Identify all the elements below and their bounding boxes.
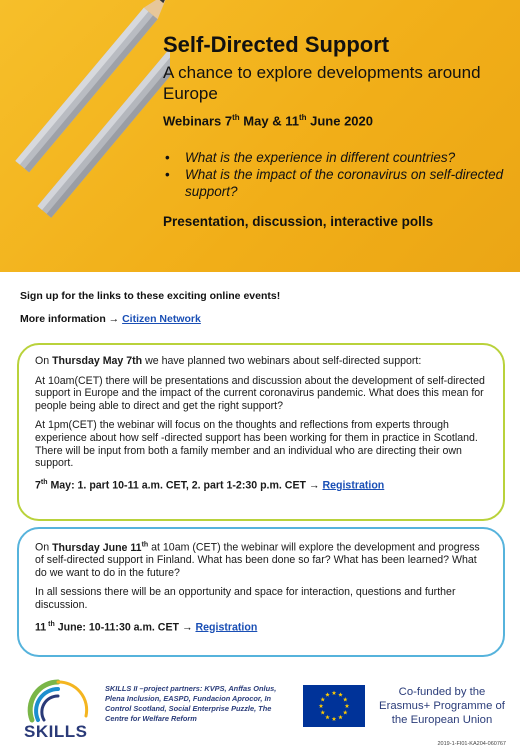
- may-registration-link[interactable]: Registration: [322, 479, 385, 492]
- may-webinar-box: [17, 343, 505, 521]
- june-webinar-box: [17, 527, 505, 657]
- hero-banner: [0, 0, 520, 272]
- more-info-line: [20, 313, 201, 325]
- project-code: 2019-1-FI01-KA204-060767: [437, 741, 506, 747]
- question-item: • What is the impact of the coronavirus on self-directed support?: [163, 166, 513, 200]
- webinar-dates: Webinars 7th May & 11th June 2020: [163, 113, 374, 129]
- citizen-network-link[interactable]: Citizen Network: [122, 313, 201, 325]
- june-registration-link[interactable]: Registration: [195, 621, 258, 634]
- may-session2-text: At 1pm(CET) the webinar will focus on the thoughts and reflections from experts through experience about how self -directed support has been working for them in practice in Scotland. There will be input from both a family member and an individual who are directing their own support.: [35, 419, 478, 470]
- page-title: Self-Directed Support: [163, 32, 390, 57]
- footer: [0, 668, 520, 751]
- june-sessions-text: In all sessions there will be an opportunity and space for interaction, questions and further discussion.: [35, 586, 456, 611]
- may-schedule: 7th May: 1. part 10-11 a.m. CET, 2. part 1-2:30 p.m. CET → Registration: [35, 478, 385, 492]
- may-intro: On Thursday May 7th we have planned two webinars about self-directed support:: [35, 355, 422, 367]
- more-info-label: More information →: [20, 313, 123, 325]
- pencils-illustration: [0, 0, 170, 250]
- question-item: • What is the experience in different countries?: [163, 149, 513, 166]
- june-schedule: 11 $^{th}$ June: 10-11:30 a.m. CET → Registration: [35, 620, 258, 634]
- signup-text: Sign up for the links to these exciting online events!: [20, 290, 281, 302]
- format-tagline: Presentation, discussion, interactive polls: [163, 214, 434, 230]
- erasmus-cofunded-text: Co-funded by the Erasmus+ Programme of the European Union: [379, 686, 505, 726]
- project-partners: SKILLS II –project partners: KVPS, Anffas Onlus, Plena Inclusion, EASPD, Fundacion Aprocor, In Control Scotland, Social Enterprise Puzzle, The Centre for Welfare Reform: [105, 684, 277, 723]
- skills-logo-text: SKILLS: [24, 722, 88, 741]
- june-intro: On Thursday June 11th at 10am (CET) the webinar will explore the development and progress of self-directed support in Finland. What has been done so far? What has been learned? What do we want to do in the future?: [35, 541, 480, 579]
- question-list: [163, 149, 513, 200]
- eu-flag-icon: [303, 685, 365, 727]
- may-session1-text: At 10am(CET) there will be presentations and discussion about the development of self-directed support in Europe and the impact of the current coronavirus pandemic. What does this mean for people being able to direct and get the right support?: [35, 374, 485, 412]
- page-subtitle: A chance to explore developments around Europe: [163, 63, 481, 103]
